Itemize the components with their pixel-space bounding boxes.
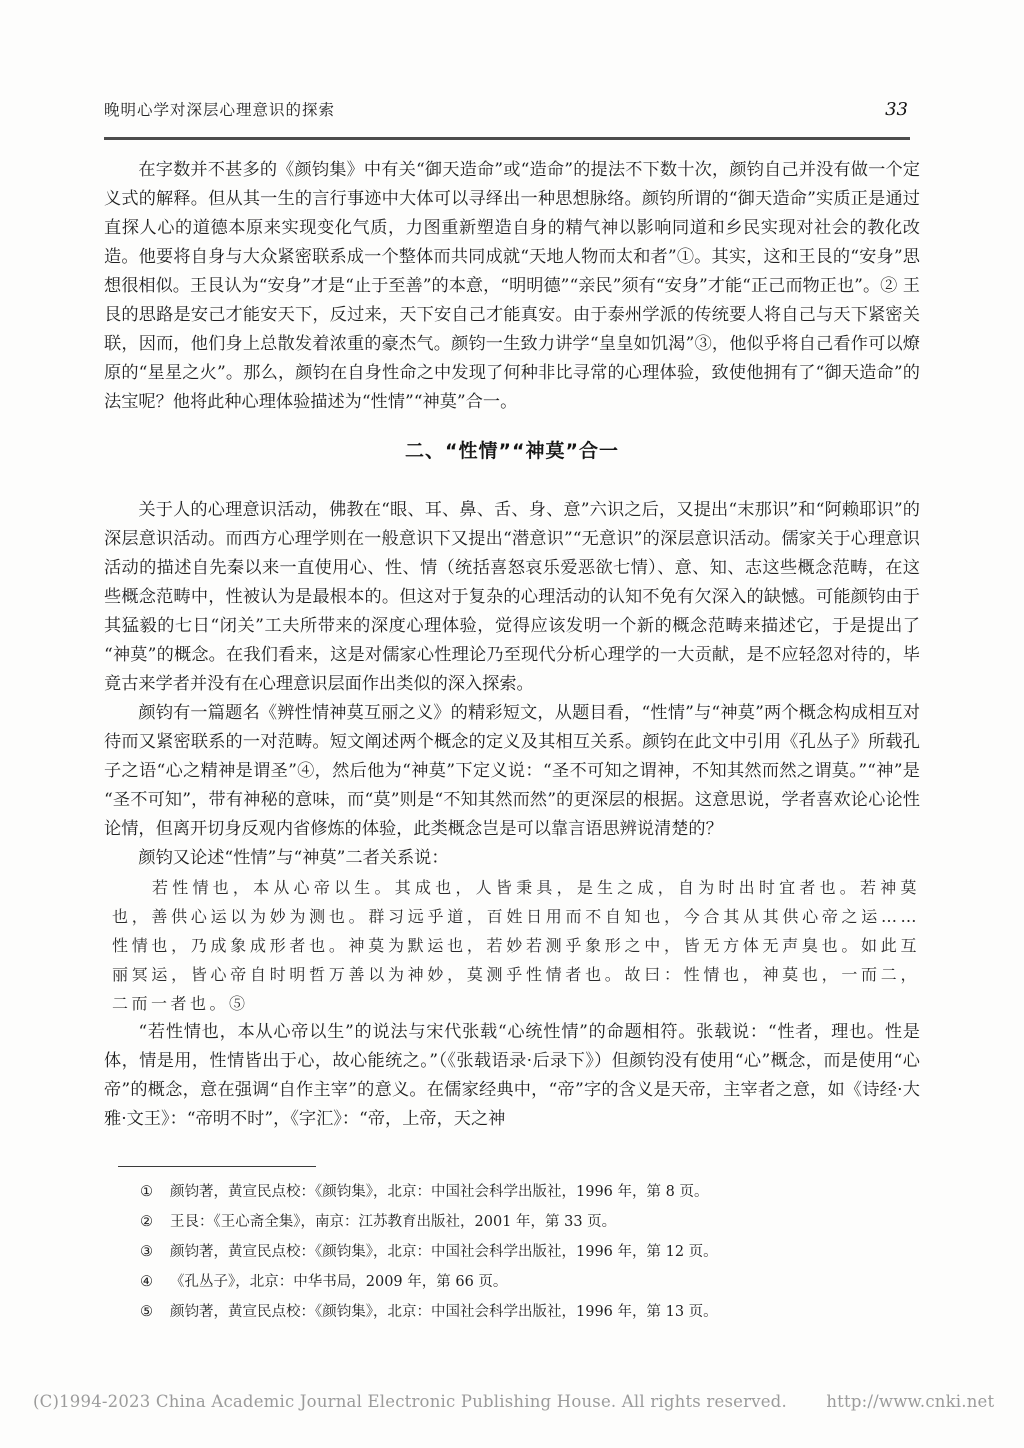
footnote-text: 颜钧著，黄宣民点校：《颜钧集》，北京：中国社会科学出版社，1996 年，第 13 页。 — [170, 1304, 718, 1320]
footnote-marker: ② — [140, 1214, 153, 1230]
footnote-text: 颜钧著，黄宣民点校：《颜钧集》，北京：中国社会科学出版社，1996 年，第 12 页。 — [170, 1244, 718, 1260]
paragraph: 在字数并不甚多的《颜钧集》中有关“御天造命”或“造命”的提法不下数十次，颜钧自己并没有做一个定义式的解释。但从其一生的言行事迹中大体可以寻绎出一种思想脉络。颜钧所谓的“御天造命”实质正是通过直探人心的道德本原来实现变化气质，力图重新塑造自身的精气神以影响同道和乡民实现对社会的教化改造。他要将自身与大众紧密联系成一个整体而共同成就“天地人物而太和者”①。其实，这和王艮的“安身”思想很相似。王艮认为“安身”才是“止于至善”的本意，“明明德”“亲民”须有“安身”才能“正己而物正也”。② 王艮的思路是安己才能安天下，反过来，天下安自己才能真安。由于泰州学派的传统要人将自己与天下紧密关联，因而，他们身上总散发着浓重的豪杰气。颜钧一生致力讲学“皇皇如饥渴”③，他似乎将自己看作可以燎原的“星星之火”。那么，颜钧在自身性命之中发现了何种非比寻常的心理体验，致使他拥有了“御天造命”的法宝呢？他将此种心理体验描述为“性情”“神莫”合一。 — [104, 160, 920, 412]
footnote-item — [104, 1207, 920, 1237]
running-title: 晚明心学对深层心理意识的探索 — [104, 101, 336, 119]
paragraph: “若性情也，本从心帝以生”的说法与宋代张载“心统性情”的命题相符。张载说：“性者，理也。性是体，情是用，性情皆出于心，故心能统之。”（《张载语录·后录下》）但颜钧没有使用“心”概念，而是使用“心帝”的概念，意在强调“自作主宰”的意义。在儒家经典中，“帝”字的含义是天帝，主宰者之意，如《诗经·大雅·文王》：“帝明不时”，《字汇》：“帝，上帝，天之神 — [104, 1022, 920, 1129]
footnote-item — [104, 1177, 920, 1207]
footnote-marker: ⑤ — [140, 1304, 153, 1320]
footnote-item — [104, 1237, 920, 1267]
paragraph: 颜钧又论述“性情”与“神莫”二者关系说： — [138, 848, 449, 868]
footnote-list — [104, 1177, 920, 1327]
paragraph: 颜钧有一篇题名《辨性情神莫互丽之义》的精彩短文，从题目看，“性情”与“神莫”两个概念构成相互对待而又紧密联系的一对范畴。短文阐述两个概念的定义及其相互关系。颜钧在此文中引用《孔丛子》所载孔子之语“心之精神是谓圣”④，然后他为“神莫”下定义说：“圣不可知之谓神，不知其然而然之谓莫。”“神”是“圣不可知”，带有神秘的意味，而“莫”则是“不知其然而然”的更深层的根据。这意思说，学者喜欢论心论性论情，但离开切身反观内省修炼的体验，此类概念岂是可以靠言语思辨说清楚的？ — [104, 703, 920, 839]
cnki-footer — [33, 1392, 993, 1411]
page-number: 33 — [885, 99, 908, 120]
footnote-block — [104, 1166, 920, 1327]
footnote-item — [104, 1267, 920, 1297]
copyright-notice: (C)1994-2023 China Academic Journal Electronic Publishing House. All rights reserved. — [33, 1392, 787, 1411]
footnote-item — [104, 1297, 920, 1327]
footnote-marker: ③ — [140, 1244, 153, 1260]
footnote-text: 王艮：《王心斋全集》，南京：江苏教育出版社，2001 年，第 33 页。 — [170, 1214, 617, 1230]
footnote-text: 《孔丛子》，北京：中华书局，2009 年，第 66 页。 — [170, 1274, 508, 1290]
page-header — [104, 98, 920, 120]
cnki-url: http://www.cnki.net — [826, 1392, 995, 1411]
footnote-marker: ① — [140, 1184, 153, 1200]
footnote-text: 颜钧著，黄宣民点校：《颜钧集》，北京：中国社会科学出版社，1996 年，第 8 页。 — [170, 1184, 709, 1200]
block-quote: 若性情也，本从心帝以生。其成也，人皆秉具，是生之成，自为时出时宜者也。若神莫也，善供心运以为妙为测也。群习远乎道，百姓日用而不自知也，今合其从其供心帝之运……性情也，乃成象成形者也。神莫为默运也，若妙若测乎象形之中，皆无方体无声臭也。如此互丽冥运，皆心帝自时明哲万善以为神妙，莫测乎性情者也。故曰：性情也，神莫也，一而二，二而一者也。⑤ — [112, 878, 920, 1013]
section-heading: 二、“性情”“神莫”合一 — [405, 440, 619, 462]
paragraph: 关于人的心理意识活动，佛教在“眼、耳、鼻、舌、身、意”六识之后，又提出“末那识”和“阿赖耶识”的深层意识活动。而西方心理学则在一般意识下又提出“潜意识”“无意识”的深层意识活动。儒家关于心理意识活动的描述自先秦以来一直使用心、性、情（统括喜怒哀乐爱恶欲七情）、意、知、志这些概念范畴，在这些概念范畴中，性被认为是最根本的。但这对于复杂的心理活动的认知不免有欠深入的缺憾。可能颜钧由于其猛毅的七日“闭关”工夫所带来的深度心理体验，觉得应该发明一个新的概念范畴来描述它，于是提出了“神莫”的概念。在我们看来，这是对儒家心性理论乃至现代分析心理学的一大贡献，是不应轻忽对待的，毕竟古来学者并没有在心理意识层面作出类似的深入探索。 — [104, 500, 920, 694]
footnote-rule — [118, 1166, 316, 1167]
footnote-marker: ④ — [140, 1274, 153, 1290]
article-body — [104, 156, 920, 1134]
header-rule — [104, 137, 910, 140]
